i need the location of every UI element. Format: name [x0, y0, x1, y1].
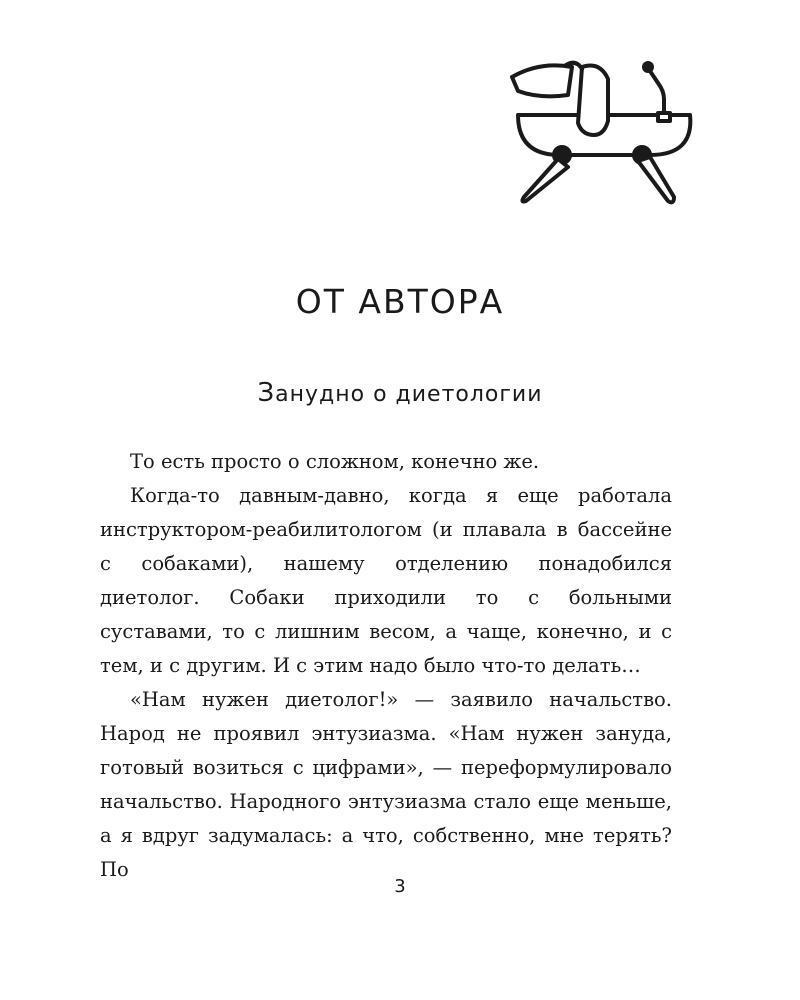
- paragraph-1: То есть просто о сложном, конечно же.: [130, 450, 540, 473]
- chapter-title: ОТ АВТОРА: [295, 282, 505, 321]
- paragraph-2: Когда-то давным-давно, когда я еще работала инструктором-реабилитологом (и плавала в бассейне с собаками), нашему отделению понадобился диетолог. Собаки приходили то с больными суставами, то с лишним весом, а чаще, конечно, и с тем, и с другим. И с этим надо было что-то делать…: [100, 484, 672, 677]
- subtitle-initial: З: [257, 378, 276, 408]
- subtitle-rest: анудно о диетологии: [275, 382, 543, 407]
- robot-dog-icon: [500, 55, 700, 215]
- chapter-subtitle: [0, 378, 800, 408]
- paragraph-3: «Нам нужен диетолог!» — заявило начальство. Народ не проявил энтузиазма. «Нам нужен зануда, готовый возиться с цифрами», — переформулировало начальство. Народного энтузиазма стало еще меньше, а я вдруг задумалась: а что, собственно, мне терять? По: [100, 688, 672, 881]
- body-text: [100, 445, 672, 887]
- page-number: 3: [394, 876, 406, 897]
